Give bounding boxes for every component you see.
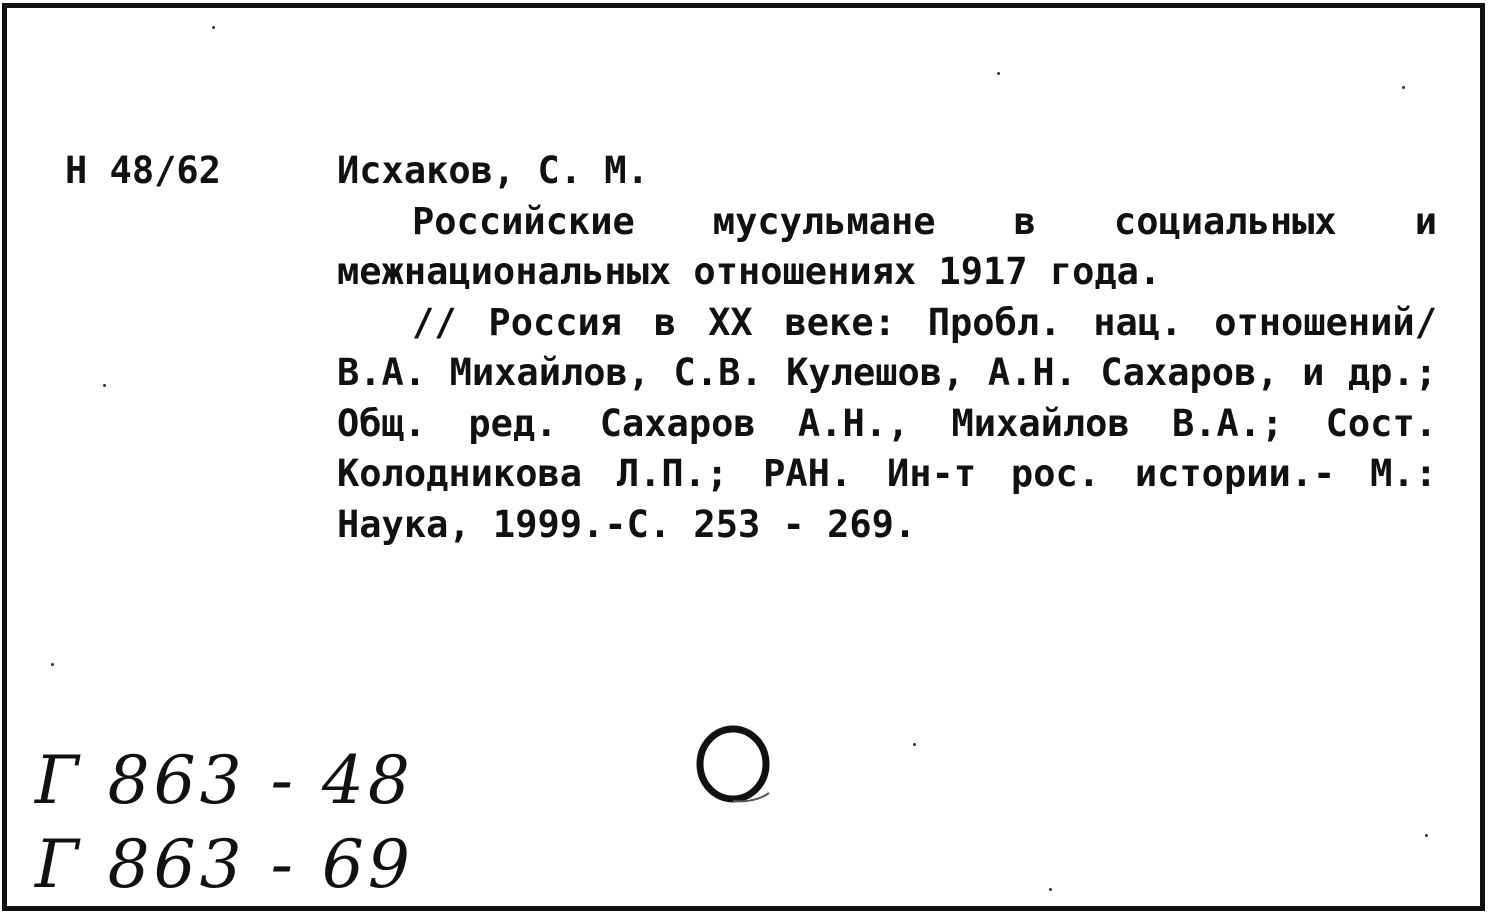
speck (212, 26, 215, 29)
catalog-card (2, 3, 1485, 911)
author-heading: Исхаков, С. М. (337, 149, 649, 192)
speck (103, 384, 106, 387)
speck (1402, 86, 1405, 89)
source-paragraph: // Россия в XX веке: Пробл. нац. отношений/ В.А. Михайлов, С.В. Кулешов, А.Н. Сахаров, и др.; Общ. ред. Сахаров А.Н., Михайлов В.А.; Сост. Колодникова Л.П.; РАН. Ин-т рос. истории.- М.: Наука, 1999.-С. 253 - 269. (337, 300, 1437, 546)
handwritten-call-number-2: Г 863 - 69 (35, 826, 414, 903)
speck (913, 743, 916, 746)
punch-hole-icon (693, 723, 773, 807)
speck (997, 72, 1000, 75)
title-paragraph: Российские мусульмане в социальных и межнациональных отношениях 1917 года. (337, 199, 1437, 293)
speck (51, 663, 54, 666)
shelfmark: Н 48/62 (65, 149, 221, 192)
speck (1425, 834, 1428, 837)
handwritten-call-number-1: Г 863 - 48 (35, 742, 414, 819)
bibliographic-entry (337, 146, 1437, 550)
speck (1049, 888, 1052, 891)
